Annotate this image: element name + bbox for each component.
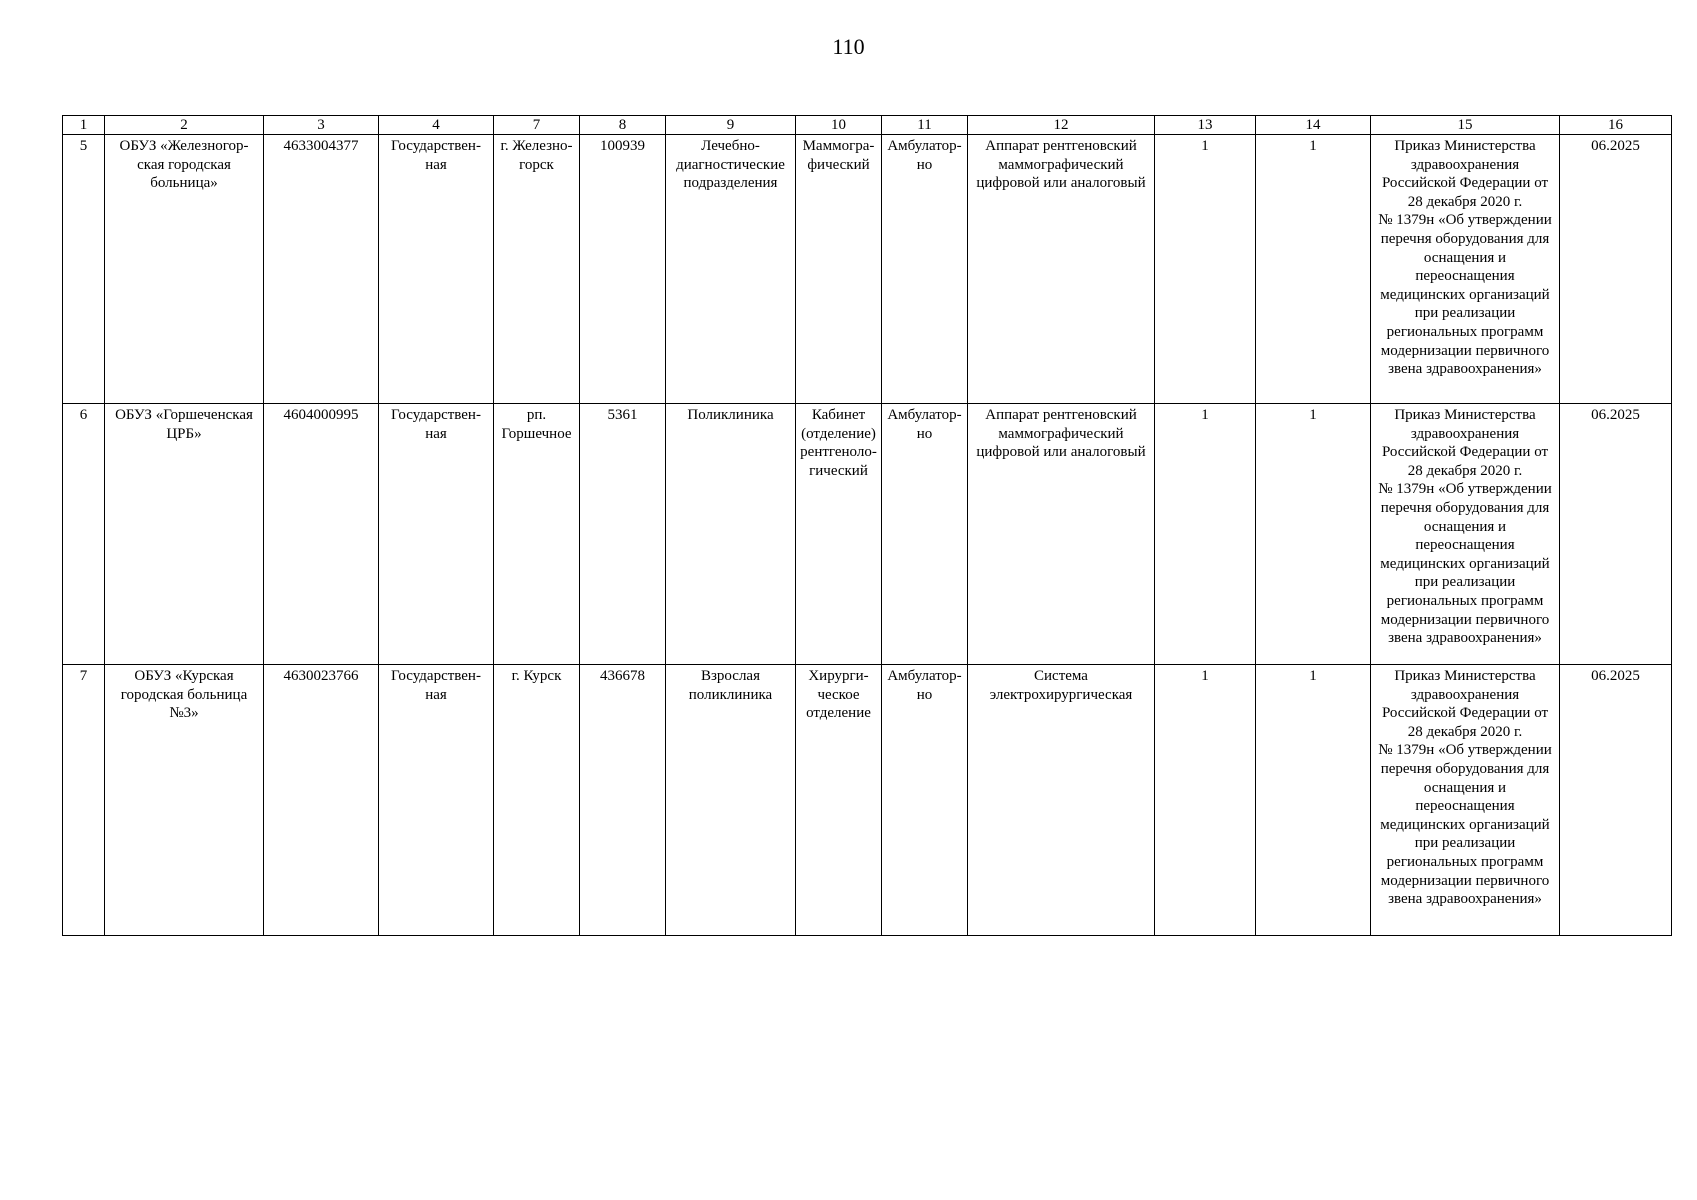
legal-basis [1371, 404, 1560, 665]
legal-basis-line: медицинских организаций [1380, 555, 1550, 572]
equipment-name [968, 135, 1155, 404]
care-condition-line: но [916, 156, 933, 173]
organization-name-line: больница» [150, 175, 218, 192]
department-name-line: гический [809, 462, 868, 479]
legal-basis-line: медицинских организаций [1380, 816, 1550, 833]
quantity-13: 1 [1155, 404, 1256, 665]
legal-basis-line: № 1379н «Об утверждении [1378, 481, 1552, 498]
legal-basis-line: звена здравоохранения» [1388, 361, 1542, 378]
department-name-line: (отделение) [801, 425, 876, 442]
ownership-form-line: Государствен- [391, 407, 481, 423]
locality-name-line: горск [519, 156, 554, 173]
locality-name [494, 135, 580, 404]
organization-name-line: №3» [169, 705, 199, 722]
structural-unit-line: Лечебно- [701, 138, 760, 154]
deadline-date: 06.2025 [1560, 665, 1672, 936]
legal-basis-line: оснащения и [1423, 518, 1507, 535]
table-row [63, 665, 1672, 936]
table-row [63, 404, 1672, 665]
legal-basis-line: оснащения и [1423, 779, 1507, 796]
legal-basis-line: переоснащения [1415, 268, 1515, 285]
legal-basis-line: модернизации первичного [1380, 872, 1550, 889]
equipment-name-line: Аппарат рентгеновский [985, 407, 1137, 423]
column-number-header: 4 [379, 116, 494, 135]
legal-basis-line: переоснащения [1415, 537, 1515, 554]
legal-basis-line: 28 декабря 2020 г. [1407, 462, 1523, 479]
equipment-name-line: электрохирургическая [989, 686, 1133, 703]
legal-basis-line: при реализации [1414, 305, 1516, 322]
department-name-line: Кабинет [811, 407, 866, 423]
column-number-header: 13 [1155, 116, 1256, 135]
structural-unit-line: поликлиника [688, 686, 773, 703]
inn-cell: 4630023766 [264, 665, 379, 936]
legal-basis-line: Российской Федерации от [1381, 444, 1549, 461]
quantity-13: 1 [1155, 665, 1256, 936]
ownership-form-line: ная [425, 425, 447, 442]
column-number-header: 14 [1256, 116, 1371, 135]
column-number-row [63, 116, 1672, 135]
ownership-form [379, 404, 494, 665]
legal-basis-line: перечня оборудования для [1380, 499, 1550, 516]
structural-unit-line: Взрослая [700, 668, 760, 684]
equipment-name-line: Система [1034, 668, 1088, 684]
equipment-name-line: цифровой или аналоговый [976, 444, 1146, 461]
ownership-form [379, 665, 494, 936]
legal-basis-line: 28 декабря 2020 г. [1407, 193, 1523, 210]
department-name [796, 135, 882, 404]
legal-basis-line: при реализации [1414, 835, 1516, 852]
deadline-date: 06.2025 [1560, 404, 1672, 665]
legal-basis-line: здравоохранения [1410, 425, 1520, 442]
legal-basis [1371, 135, 1560, 404]
structural-unit-line: диагностические [676, 156, 785, 173]
quantity-13: 1 [1155, 135, 1256, 404]
ownership-form-line: Государствен- [391, 668, 481, 684]
organization-name-line: ская городская [137, 156, 231, 173]
population-cell: 100939 [580, 135, 666, 404]
population-cell: 436678 [580, 665, 666, 936]
column-number-header: 9 [666, 116, 796, 135]
column-number-header: 12 [968, 116, 1155, 135]
legal-basis-line: Российской Федерации от [1381, 705, 1549, 722]
legal-basis-line: модернизации первичного [1380, 342, 1550, 359]
legal-basis-line: Приказ Министерства [1394, 138, 1536, 154]
structural-unit [666, 135, 796, 404]
legal-basis [1371, 665, 1560, 936]
legal-basis-line: № 1379н «Об утверждении [1378, 742, 1552, 759]
legal-basis-line: региональных программ [1386, 323, 1544, 340]
legal-basis-line: Приказ Министерства [1394, 407, 1536, 423]
care-condition-line: Амбулатор- [887, 138, 962, 154]
row-number: 5 [63, 135, 105, 404]
care-condition-line: Амбулатор- [887, 407, 962, 423]
locality-name [494, 665, 580, 936]
department-name [796, 404, 882, 665]
structural-unit-line: Поликлиника [687, 407, 774, 423]
inn-cell: 4604000995 [264, 404, 379, 665]
care-condition-line: но [916, 425, 933, 442]
row-number: 7 [63, 665, 105, 936]
legal-basis-line: медицинских организаций [1380, 286, 1550, 303]
column-number-header: 8 [580, 116, 666, 135]
legal-basis-line: № 1379н «Об утверждении [1378, 212, 1552, 229]
legal-basis-line: здравоохранения [1410, 156, 1520, 173]
locality-name-line: рп. [526, 407, 547, 423]
legal-basis-line: оснащения и [1423, 249, 1507, 266]
care-condition [882, 665, 968, 936]
inn-cell: 4633004377 [264, 135, 379, 404]
column-number-header: 2 [105, 116, 264, 135]
department-name-line: фический [807, 156, 870, 173]
equipment-name-line: цифровой или аналоговый [976, 175, 1146, 192]
organization-name-line: городская больница [120, 686, 248, 703]
equipment-name-line: маммографический [998, 156, 1124, 173]
column-number-header: 15 [1371, 116, 1560, 135]
locality-name-line: Горшечное [501, 425, 572, 442]
department-name-line: Маммогра- [802, 138, 875, 154]
ownership-form-line: Государствен- [391, 138, 481, 154]
legal-basis-line: Российской Федерации от [1381, 175, 1549, 192]
care-condition-line: но [916, 686, 933, 703]
legal-basis-line: здравоохранения [1410, 686, 1520, 703]
structural-unit-line: подразделения [683, 175, 778, 192]
department-name-line: Хирурги- [808, 668, 869, 684]
equipment-name [968, 665, 1155, 936]
organization-name-line: ОБУЗ «Железногор- [119, 138, 249, 154]
organization-name [105, 404, 264, 665]
ownership-form [379, 135, 494, 404]
quantity-14: 1 [1256, 665, 1371, 936]
legal-basis-line: региональных программ [1386, 853, 1544, 870]
deadline-date: 06.2025 [1560, 135, 1672, 404]
organization-name [105, 135, 264, 404]
legal-basis-line: модернизации первичного [1380, 611, 1550, 628]
legal-basis-line: звена здравоохранения» [1388, 891, 1542, 908]
locality-name [494, 404, 580, 665]
care-condition [882, 135, 968, 404]
column-number-header: 10 [796, 116, 882, 135]
row-number: 6 [63, 404, 105, 665]
legal-basis-line: Приказ Министерства [1394, 668, 1536, 684]
ownership-form-line: ная [425, 156, 447, 173]
care-condition [882, 404, 968, 665]
legal-basis-line: региональных программ [1386, 592, 1544, 609]
organization-name [105, 665, 264, 936]
care-condition-line: Амбулатор- [887, 668, 962, 684]
department-name-line: отделение [806, 705, 871, 722]
equipment-table [62, 115, 1672, 936]
department-name-line: ческое [817, 686, 860, 703]
structural-unit [666, 665, 796, 936]
column-number-header: 7 [494, 116, 580, 135]
column-number-header: 16 [1560, 116, 1672, 135]
quantity-14: 1 [1256, 404, 1371, 665]
equipment-name-line: маммографический [998, 425, 1124, 442]
locality-name-line: г. Железно- [500, 138, 573, 154]
organization-name-line: ОБУЗ «Курская [134, 668, 234, 684]
legal-basis-line: при реализации [1414, 574, 1516, 591]
population-cell: 5361 [580, 404, 666, 665]
page-number: 110 [832, 34, 865, 59]
department-name [796, 665, 882, 936]
structural-unit [666, 404, 796, 665]
table-row [63, 135, 1672, 404]
legal-basis-line: перечня оборудования для [1380, 230, 1550, 247]
column-number-header: 1 [63, 116, 105, 135]
column-number-header: 11 [882, 116, 968, 135]
organization-name-line: ЦРБ» [166, 425, 202, 442]
department-name-line: рентгеноло- [800, 444, 877, 461]
equipment-name [968, 404, 1155, 665]
legal-basis-line: 28 декабря 2020 г. [1407, 723, 1523, 740]
legal-basis-line: перечня оборудования для [1380, 760, 1550, 777]
quantity-14: 1 [1256, 135, 1371, 404]
equipment-name-line: Аппарат рентгеновский [985, 138, 1137, 154]
locality-name-line: г. Курск [511, 668, 562, 684]
organization-name-line: ОБУЗ «Горшеченская [115, 407, 253, 423]
legal-basis-line: переоснащения [1415, 798, 1515, 815]
legal-basis-line: звена здравоохранения» [1388, 630, 1542, 647]
column-number-header: 3 [264, 116, 379, 135]
ownership-form-line: ная [425, 686, 447, 703]
